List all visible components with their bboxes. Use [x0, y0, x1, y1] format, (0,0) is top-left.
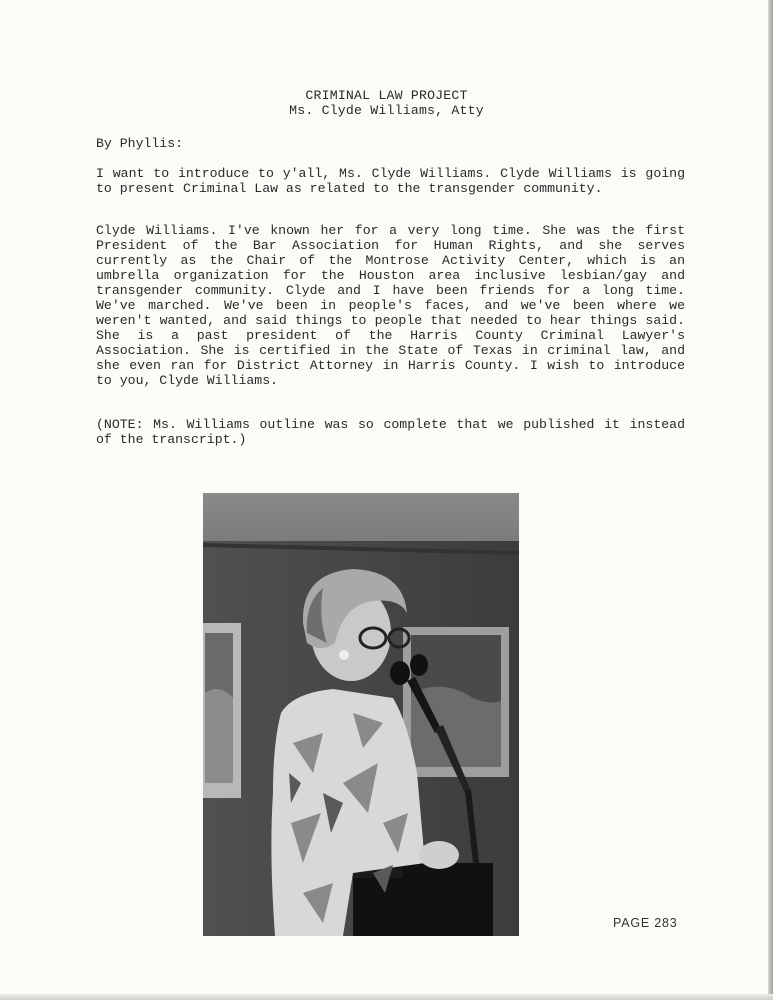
photo-illustration	[203, 493, 519, 936]
document-header	[0, 88, 773, 118]
byline: By Phyllis:	[96, 136, 184, 151]
document-subtitle: Ms. Clyde Williams, Atty	[289, 103, 484, 118]
paragraph-biography: Clyde Williams. I've known her for a very long time. She was the first President of the Bar Association for Human Rights, and she serves currently as the Chair of the Montrose Activity Center, which is an umbrella organization for the Houston area inclusive lesbian/gay and transgender community. Clyde and I have been friends for a long time. We've marched. We've been in people's faces, and we've been where we weren't wanted, and said things to people that needed to hear things said. She is a past president of the Harris County Criminal Lawyer's Association. She is certified in the State of Texas in criminal law, and she even ran for District Attorney in Harris County. I wish to introduce to you, Clyde Williams.	[96, 223, 685, 388]
page-number: PAGE 283	[613, 916, 678, 930]
speaker-photo	[203, 493, 519, 936]
paragraph-intro: I want to introduce to y'all, Ms. Clyde Williams. Clyde Williams is going to present Criminal Law as related to the transgender community.	[96, 166, 685, 196]
paragraph-note: (NOTE: Ms. Williams outline was so complete that we published it instead of the transcript.)	[96, 417, 685, 447]
page-edge	[768, 0, 773, 1000]
document-title: CRIMINAL LAW PROJECT	[305, 88, 468, 103]
page-edge	[0, 994, 773, 1000]
